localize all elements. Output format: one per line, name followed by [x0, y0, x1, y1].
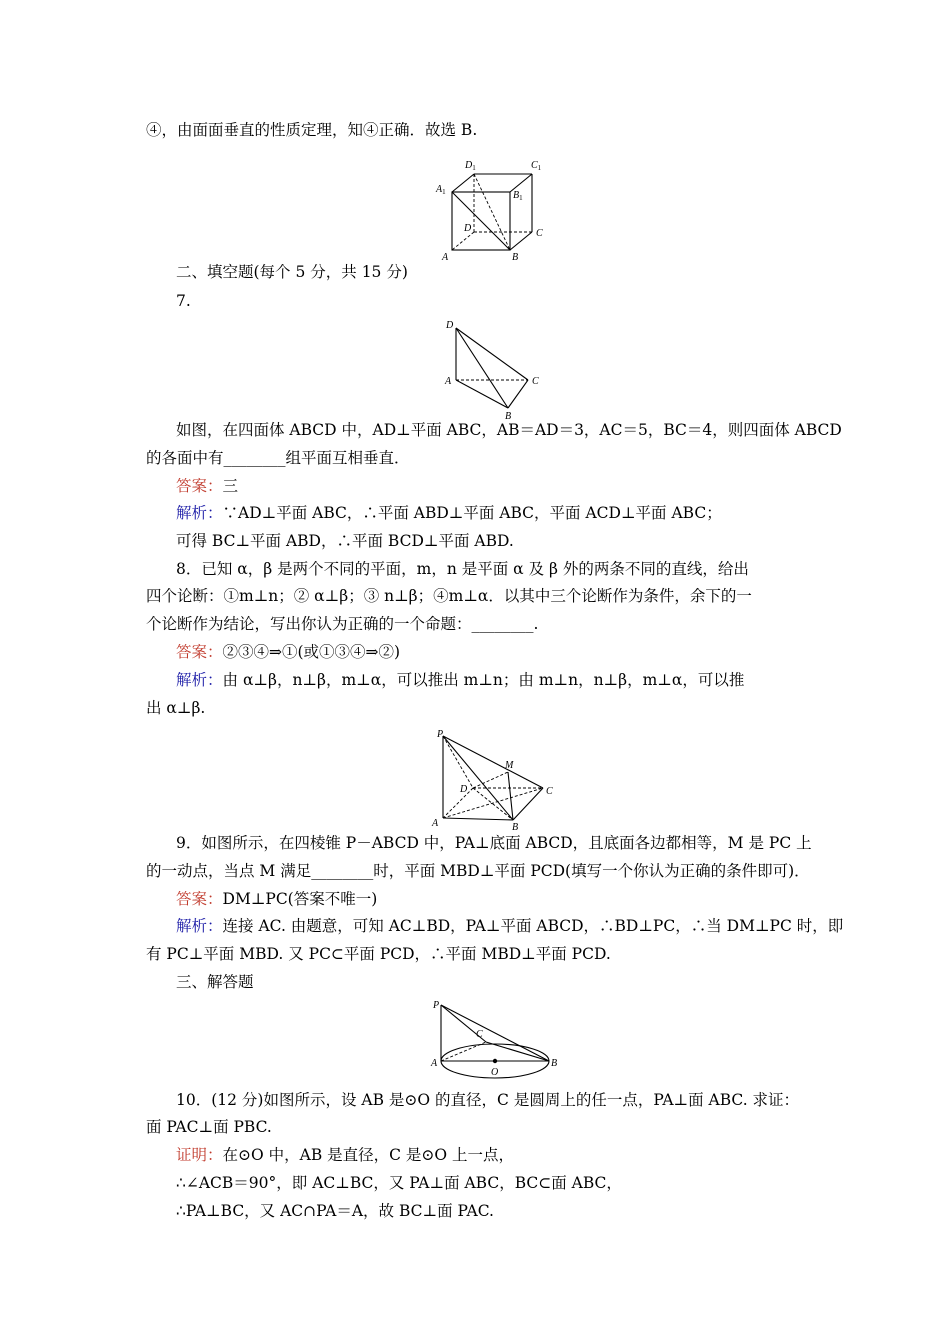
- text-line: 个论断作为结论，写出你认为正确的一个命题：________.: [146, 615, 539, 633]
- cube-figure: [430, 152, 560, 264]
- pyramid-figure: [428, 726, 558, 832]
- proof-text: 在⊙O 中，AB 是直径，C 是⊙O 上一点，: [222, 1146, 515, 1164]
- cube-label-b1: $B_1$: [513, 190, 523, 202]
- section-heading: 二、填空题(每个 5 分，共 15 分): [176, 263, 408, 281]
- circle-figure: [428, 996, 568, 1082]
- analysis-text: ∵AD⊥平面 ABC，∴平面 ABD⊥平面 ABC，平面 ACD⊥平面 ABC；: [222, 504, 722, 522]
- text-line: 10．(12 分)如图所示，设 AB 是⊙O 的直径，C 是圆周上的任一点，PA⊥面 ABC. 求证：: [176, 1091, 800, 1109]
- text-line: 8．已知 α，β 是两个不同的平面，m，n 是平面 α 及 β 外的两条不同的直线，给出: [176, 560, 749, 578]
- pyramid-label-m: M: [505, 760, 514, 771]
- text-line: 四个论断：①m⊥n；② α⊥β；③ n⊥β；④m⊥α．以其中三个论断作为条件，余下的一: [146, 587, 752, 605]
- cube-label-a: A: [442, 252, 449, 263]
- tetra-label-a: A: [445, 376, 452, 387]
- answer-text: DM⊥PC(答案不唯一): [222, 890, 378, 908]
- answer-label: 答案：: [176, 890, 223, 908]
- pyramid-label-b: B: [512, 822, 519, 832]
- text-line: 面 PAC⊥面 PBC.: [146, 1118, 272, 1136]
- circle-label-a: A: [431, 1058, 438, 1069]
- cube-label-a1: $A_1$: [436, 184, 446, 196]
- answer-text: ②③④⇒①(或①③④⇒②): [222, 643, 401, 661]
- pyramid-label-c: C: [546, 786, 553, 797]
- circle-label-p: P: [433, 1000, 440, 1011]
- text-line: ④，由面面垂直的性质定理，知④正确．故选 B.: [146, 121, 478, 139]
- tetrahedron-figure: [440, 316, 550, 424]
- analysis-label: 解析：: [176, 917, 223, 935]
- answer-label: 答案：: [176, 477, 223, 495]
- question-number: 7.: [176, 292, 191, 310]
- text-line: 的一动点，当点 M 满足________时，平面 MBD⊥平面 PCD(填写一个你认为正确的条件即可)．: [146, 862, 810, 880]
- answer-text: 三: [222, 477, 239, 495]
- text-line: 如图，在四面体 ABCD 中，AD⊥平面 ABC，AB＝AD＝3，AC＝5，BC＝4，则四面体 ABCD: [176, 421, 842, 439]
- text-line: 可得 BC⊥平面 ABD，∴平面 BCD⊥平面 ABD.: [176, 532, 514, 550]
- text-line: 有 PC⊥平面 MBD. 又 PC⊂平面 PCD，∴平面 MBD⊥平面 PCD.: [146, 945, 611, 963]
- tetra-label-d: D: [446, 320, 454, 331]
- answer-line: [176, 476, 238, 496]
- analysis-text: 连接 AC. 由题意，可知 AC⊥BD，PA⊥平面 ABCD，∴BD⊥PC，∴当 DM⊥PC 时，即: [222, 917, 844, 935]
- analysis-line: [176, 670, 744, 690]
- answer-line: [176, 642, 400, 662]
- cube-label-b: B: [512, 252, 519, 263]
- proof-line: [176, 1145, 514, 1165]
- cube-label-d: D: [464, 223, 472, 234]
- pyramid-label-a: A: [432, 818, 439, 829]
- pyramid-label-p: P: [437, 729, 444, 740]
- center-point: [493, 1059, 497, 1063]
- section-heading: 三、解答题: [176, 973, 254, 991]
- cube-label-c: C: [536, 228, 543, 239]
- pyramid-label-d: D: [460, 784, 468, 795]
- proof-label: 证明：: [176, 1146, 223, 1164]
- circle-label-o: O: [491, 1067, 499, 1078]
- analysis-line: [176, 503, 722, 523]
- circle-label-c: C: [476, 1029, 483, 1040]
- text-line: 9．如图所示，在四棱锥 P－ABCD 中，PA⊥底面 ABCD，且底面各边都相等，M 是 PC 上: [176, 834, 812, 852]
- text-line: 的各面中有________组平面互相垂直．: [146, 449, 410, 467]
- text-line: ∴∠ACB＝90°，即 AC⊥BC，又 PA⊥面 ABC，BC⊂面 ABC，: [176, 1174, 622, 1192]
- circle-label-b: B: [551, 1058, 558, 1069]
- answer-line: [176, 889, 377, 909]
- tetra-label-c: C: [532, 376, 539, 387]
- text-line: ∴PA⊥BC，又 AC∩PA＝A，故 BC⊥面 PAC.: [176, 1202, 494, 1220]
- tetra-label-b: B: [505, 411, 512, 422]
- analysis-text: 由 α⊥β，n⊥β，m⊥α，可以推出 m⊥n；由 m⊥n，n⊥β，m⊥α，可以推: [222, 671, 745, 689]
- answer-label: 答案：: [176, 643, 223, 661]
- analysis-line: [176, 916, 843, 936]
- analysis-label: 解析：: [176, 671, 223, 689]
- text-line: 出 α⊥β.: [146, 699, 206, 717]
- cube-label-d1: $D_1$: [465, 160, 476, 172]
- cube-label-c1: $C_1$: [531, 160, 542, 172]
- analysis-label: 解析：: [176, 504, 223, 522]
